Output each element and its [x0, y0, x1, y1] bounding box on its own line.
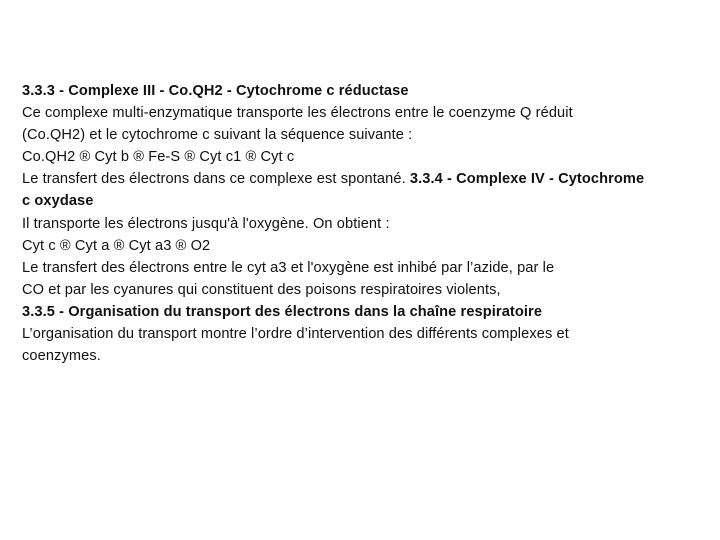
paragraph-line: Le transfert des électrons entre le cyt a3 et l'oxygène est inhibé par l’azide, par le: [22, 259, 555, 276]
heading-complexe-iii: 3.3.3 - Complexe III - Co.QH2 - Cytochrome c réductase: [22, 83, 409, 99]
paragraph-line: coenzymes.: [22, 348, 101, 365]
heading-organisation: 3.3.5 - Organisation du transport des électrons dans la chaîne respiratoire: [22, 303, 543, 320]
document-body: [22, 80, 712, 367]
paragraph-line-with-heading: [22, 168, 712, 190]
heading-complexe-iv: 3.3.4 - Complexe IV - Cytochrome: [409, 171, 645, 188]
paragraph-line: CO et par les cyanures qui constituent des poisons respiratoires violents,: [22, 281, 501, 298]
paragraph-line: Ce complexe multi-enzymatique transporte les électrons entre le coenzyme Q réduit: [22, 105, 573, 122]
paragraph-line: (Co.QH2) et le cytochrome c suivant la séquence suivante :: [22, 127, 413, 144]
paragraph-line: Il transporte les électrons jusqu'à l'oxygène. On obtient :: [22, 215, 390, 232]
sequence-complexe-iii: Co.QH2 ® Cyt b ® Fe-S ® Cyt c1 ® Cyt c: [22, 149, 295, 166]
paragraph-line: L’organisation du transport montre l’ordre d’intervention des différents complexes et: [22, 326, 569, 343]
heading-complexe-iv-continued: c oxydase: [22, 193, 94, 210]
paragraph-text: Le transfert des électrons dans ce complexe est spontané.: [22, 171, 406, 188]
sequence-complexe-iv: Cyt c ® Cyt a ® Cyt a3 ® O2: [22, 237, 211, 254]
